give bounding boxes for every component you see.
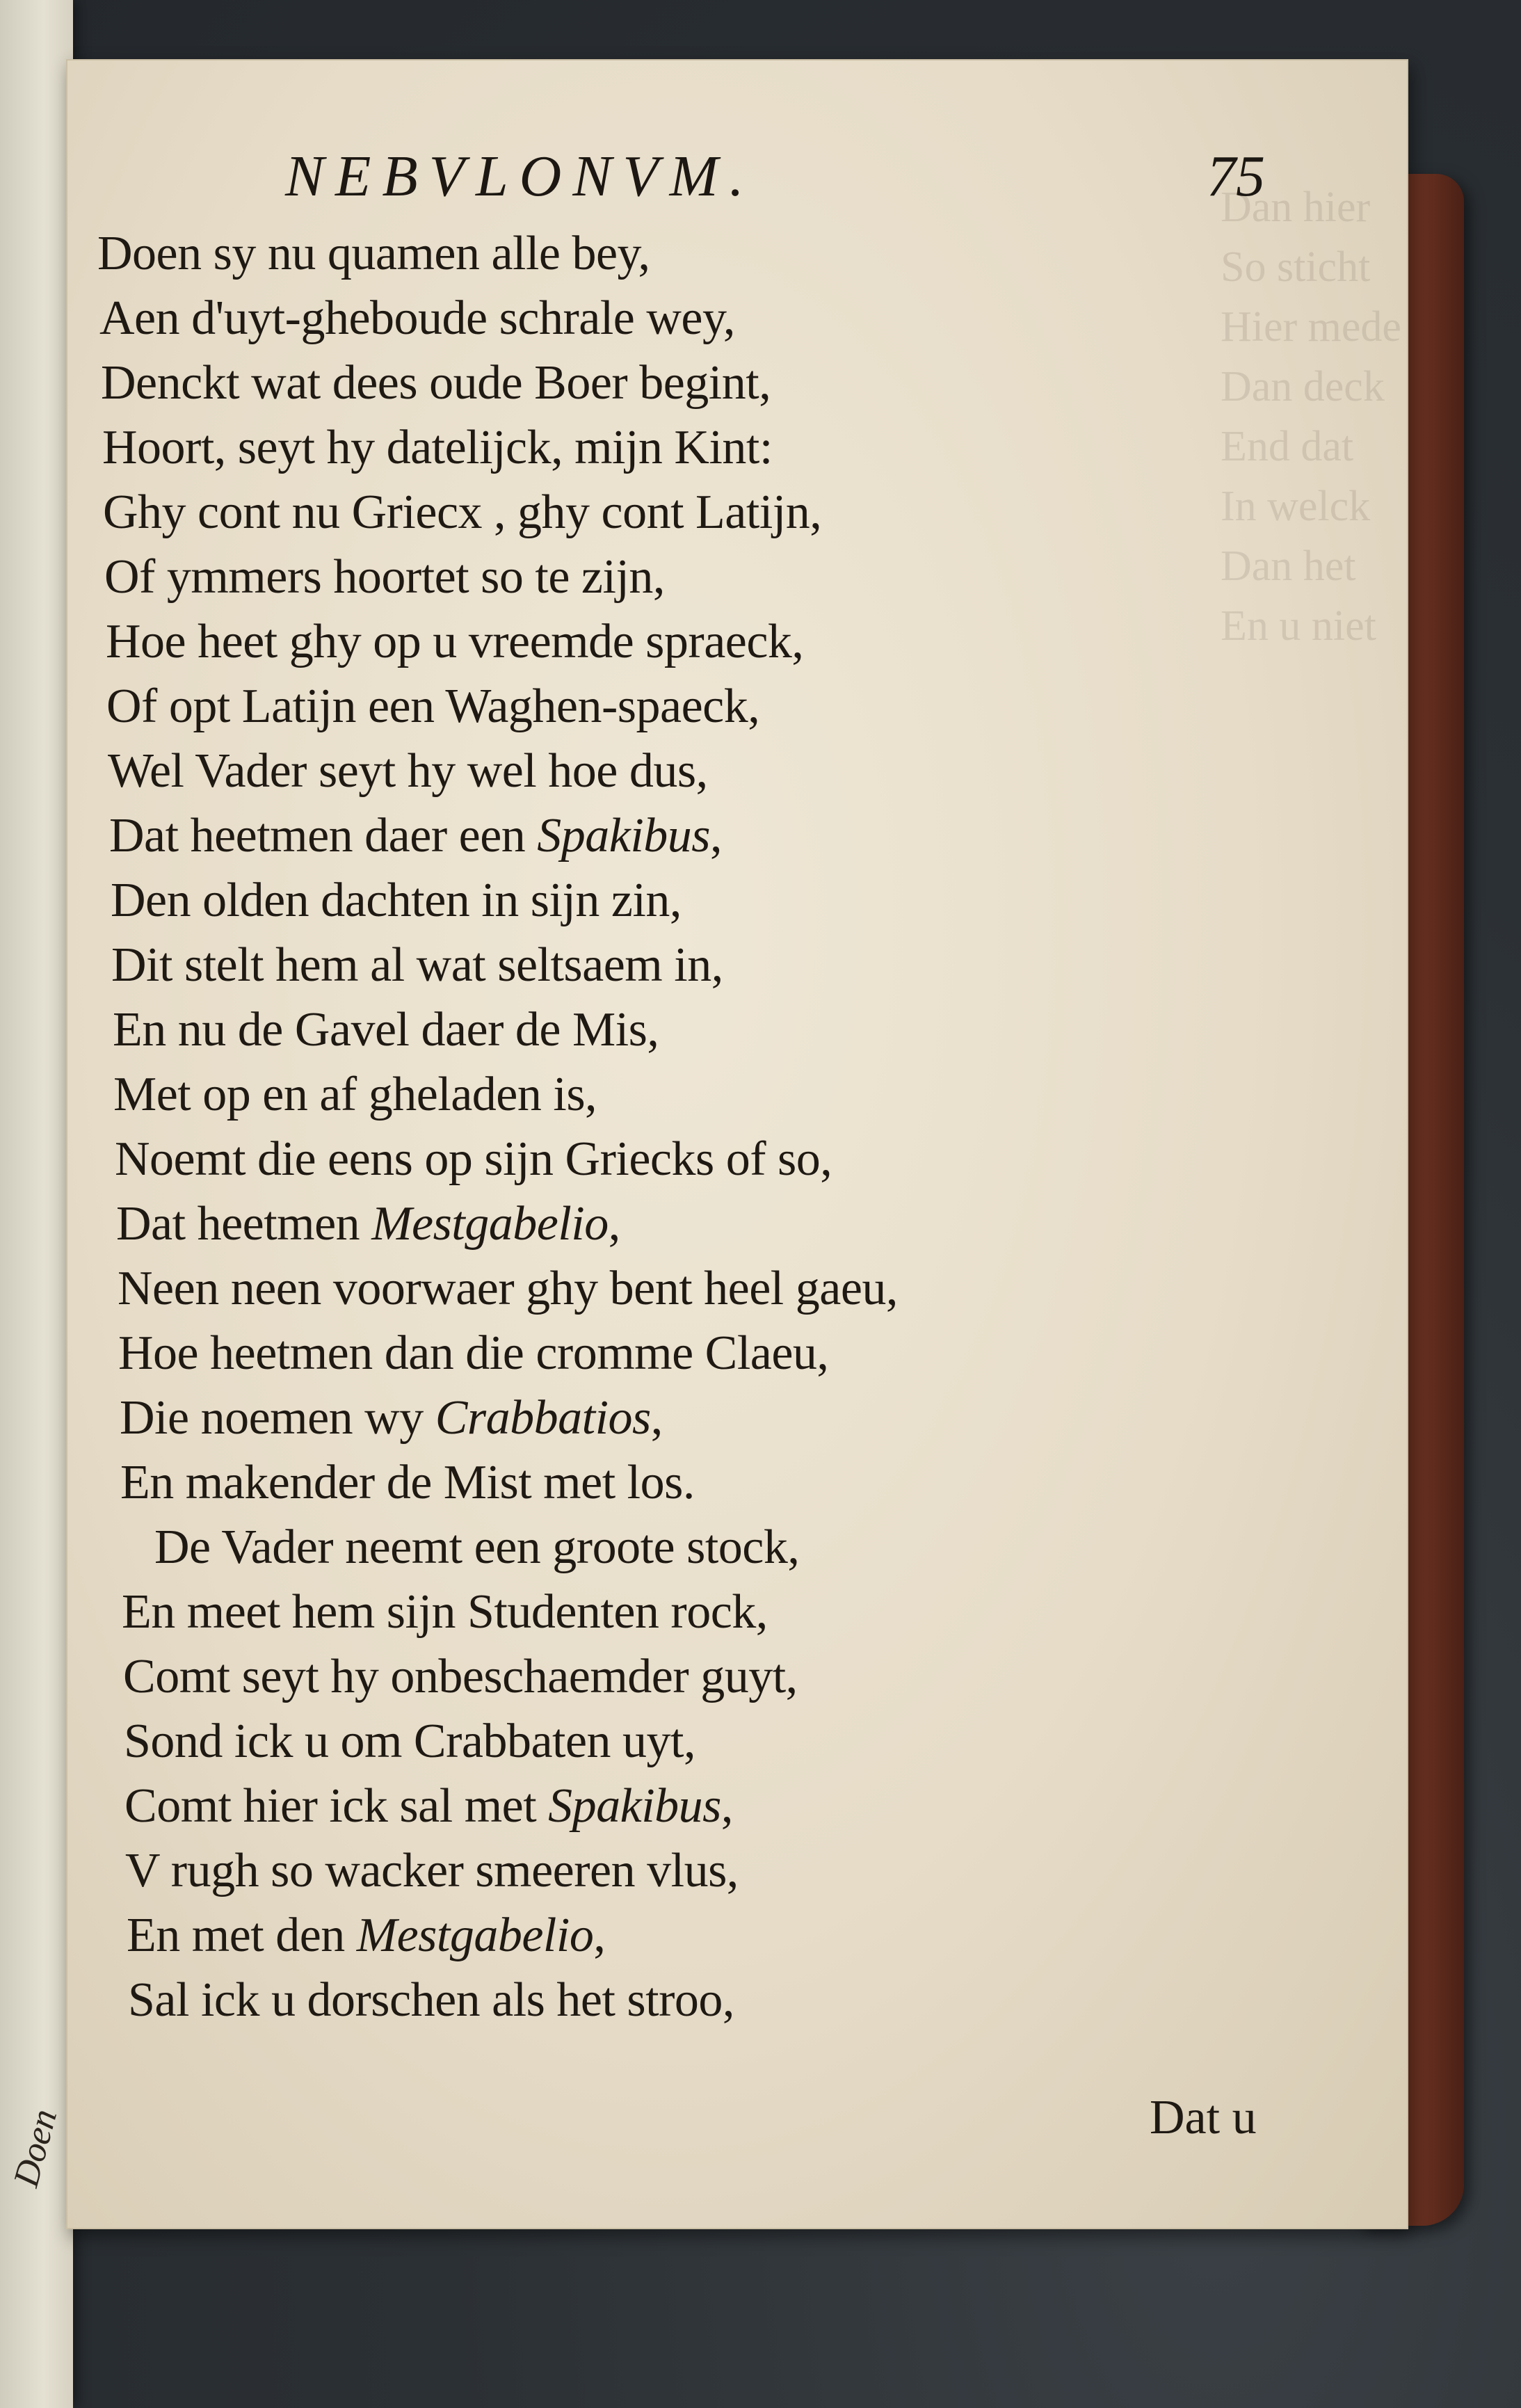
page-header	[66, 143, 1408, 219]
verse-line	[97, 226, 650, 282]
verse-line	[108, 744, 708, 799]
verse-punctuation: ,	[650, 1391, 663, 1445]
verse-text: En nu de Gavel daer de Mis,	[113, 1003, 659, 1057]
book-page	[66, 59, 1408, 2229]
verse-text: Aen d'uyt-gheboude schrale wey,	[99, 291, 735, 345]
verse-line	[118, 1261, 898, 1317]
verse-text: Wel Vader seyt hy wel hoe dus,	[108, 744, 708, 798]
show-through-line: Dan deck	[1221, 363, 1385, 410]
verse-line	[115, 1132, 832, 1187]
verse-punctuation: ,	[721, 1779, 733, 1833]
verse-text: En met den	[127, 1909, 357, 1962]
verse-line	[120, 1455, 695, 1511]
show-through-line: En u niet	[1221, 602, 1376, 650]
verse-line	[124, 1779, 733, 1834]
verse-line	[127, 1908, 605, 1964]
verse-line	[104, 549, 665, 605]
verse-line	[111, 938, 723, 993]
verse-line	[113, 1002, 659, 1058]
verse-italic-word: Spakibus	[548, 1779, 721, 1833]
facing-page-edge	[0, 0, 73, 2408]
verse-text: Sal ick u dorschen als het stroo,	[128, 1973, 734, 2027]
verse-text: Of ymmers hoortet so te zijn,	[104, 550, 665, 604]
verse-italic-word: Crabbatios	[435, 1391, 651, 1445]
verse-text: Denckt wat dees oude Boer begint,	[101, 356, 771, 410]
verse-line	[102, 420, 773, 476]
verse-text: Dat heetmen daer een	[109, 809, 538, 862]
verse-text: Sond ick u om Crabbaten uyt,	[124, 1715, 696, 1768]
verse-text: Comt seyt hy onbeschaemder guyt,	[123, 1650, 798, 1703]
verse-text: De Vader neemt een groote stock,	[154, 1520, 800, 1574]
show-through-line: Hier mede	[1221, 303, 1401, 351]
verse-line	[111, 873, 682, 929]
verse-text: Hoe heet ghy op u vreemde spraeck,	[106, 615, 804, 668]
verse-line	[101, 355, 771, 411]
verse-line	[118, 1326, 828, 1381]
verse-line	[122, 1584, 768, 1640]
page-number: 75	[1207, 144, 1265, 209]
verse-text: En meet hem sijn Studenten rock,	[122, 1585, 768, 1639]
verse-italic-word: Mestgabelio	[371, 1197, 609, 1251]
show-through-line: Dan hier	[1221, 184, 1371, 231]
running-head: NEBVLONVM.	[285, 144, 755, 209]
show-through-line: In welck	[1221, 483, 1371, 530]
verse-line	[123, 1649, 798, 1705]
verse-text: Of opt Latijn een Waghen-spaeck,	[106, 680, 760, 733]
verse-line	[125, 1843, 739, 1899]
verse-line	[120, 1390, 663, 1446]
show-through-text	[1221, 177, 1429, 656]
verse-text: En makender de Mist met los.	[120, 1456, 695, 1509]
verse-text: Hoe heetmen dan die cromme Claeu,	[118, 1326, 829, 1380]
verse-line	[106, 614, 803, 670]
verse-text: Dat heetmen	[116, 1197, 372, 1251]
verse-text: V rugh so wacker smeeren vlus,	[125, 1844, 739, 1897]
verse-text: Hoort, seyt hy datelijck, mijn Kint:	[102, 421, 773, 474]
verse-text: Noemt die eens op sijn Griecks of so,	[115, 1132, 832, 1186]
verse-line	[116, 1196, 620, 1252]
verse-line	[99, 291, 735, 346]
verse-text: Doen sy nu quamen alle bey,	[97, 227, 650, 280]
verse-line	[124, 1714, 695, 1769]
show-through-line: Dan het	[1221, 543, 1356, 590]
verse-text: Den olden dachten in sijn zin,	[111, 874, 682, 927]
verse-italic-word: Spakibus	[537, 809, 711, 862]
verse-line	[113, 1067, 597, 1123]
verse-text: Comt hier ick sal met	[124, 1779, 549, 1833]
verse-text: Ghy cont nu Griecx , ghy cont Latijn,	[103, 485, 822, 539]
verse-text: Met op en af gheladen is,	[113, 1068, 597, 1121]
verse-text: Dit stelt hem al wat seltsaem in,	[111, 938, 723, 992]
verse-punctuation: ,	[593, 1909, 606, 1962]
verse-line	[154, 1520, 799, 1575]
catchword: Dat u	[1150, 2091, 1257, 2144]
show-through-line: End dat	[1221, 423, 1354, 470]
verse-text: Die noemen wy	[120, 1391, 435, 1445]
facing-page-text: Doen	[6, 2105, 65, 2192]
verse-line	[109, 808, 722, 864]
verse-punctuation: ,	[710, 809, 723, 862]
verse-line	[106, 679, 759, 735]
verse-punctuation: ,	[608, 1197, 620, 1251]
verse-line	[128, 1973, 734, 2028]
verse-italic-word: Mestgabelio	[356, 1909, 594, 1962]
verse-line	[103, 485, 821, 540]
verse-text: Neen neen voorwaer ghy bent heel gaeu,	[118, 1262, 898, 1315]
show-through-line: So sticht	[1221, 243, 1371, 291]
